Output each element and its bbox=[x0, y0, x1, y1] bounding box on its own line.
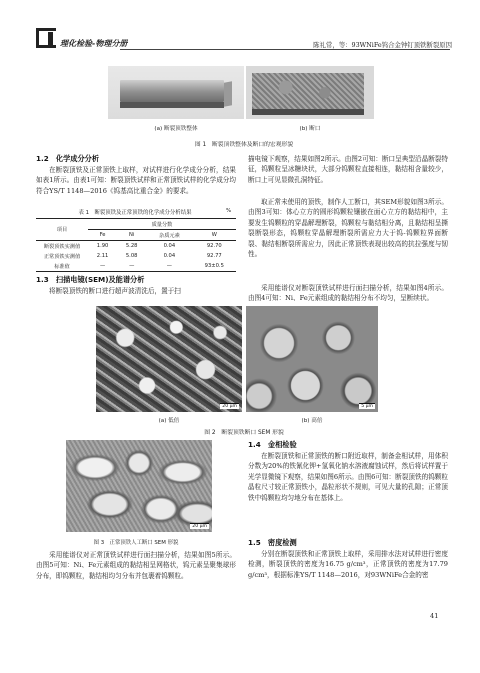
figure2-sem-high bbox=[246, 306, 378, 412]
right-top-p2: 取正常未使用的顶铁，制作人工断口，其SEM形貌如图3所示。由图3可知：体心立方的圆形钨颗粒镶嵌在面心立方的黏结相中，主要发生钨颗粒的穿晶解理断裂，钨颗粒与黏结相分离，且黏结相呈撕裂断裂形态，钨颗粒穿晶解理断裂所需应力大于钨-钨颗粒界面断裂、黏结相断裂所需应力，因此正常顶铁表现出较高的抗拉强度与韧性。 bbox=[248, 198, 448, 259]
section-1-2-heading: 1.2 化学成分分析 bbox=[36, 154, 100, 163]
table-cell: 1.90 bbox=[96, 243, 109, 249]
table1-row-label: 正常顶铁实测值 bbox=[43, 253, 81, 260]
table1-col-w: W bbox=[193, 230, 236, 241]
fracture-side bbox=[252, 109, 364, 115]
table1-unit: % bbox=[226, 208, 232, 214]
page-number: 41 bbox=[430, 612, 439, 620]
table-row bbox=[36, 241, 236, 252]
figure1-caption: 图 1 断裂顶铁整体及断口的宏观形貌 bbox=[194, 142, 294, 148]
section-1-2-body: 在断裂顶铁及正常顶铁上取样，对试样进行化学成分分析，结果如表1所示。由表1可知：断裂顶铁试样和正常顶铁试样的化学成分均符合YS/T 1148—2016《钨基高比重合金》的要求。 bbox=[36, 166, 236, 195]
header-rule bbox=[120, 49, 450, 50]
table-cell: — bbox=[146, 261, 192, 272]
section-1-5-heading: 1.5 密度检测 bbox=[248, 538, 297, 547]
table1 bbox=[36, 218, 236, 272]
table1-header-row-1 bbox=[36, 219, 236, 230]
table1-col-ni: Ni bbox=[117, 230, 146, 241]
table-cell: 93±0.5 bbox=[193, 261, 236, 272]
table-cell: 92.77 bbox=[206, 253, 222, 259]
figure3-caption: 图 3 正常顶铁人工断口 SEM 形貌 bbox=[93, 540, 179, 546]
left-bottom-body: 采用能谱仪对正常顶铁试样进行面扫描分析，结果如图5所示。由图5可知：Ni、Fe元素组成的黏结相呈网格状，钨元素呈聚集球形分布，即钨颗粒，黏结相均匀分布并包裹着钨颗粒。 bbox=[36, 551, 236, 580]
figure1-sub-a: (a) 断裂顶铁整体 bbox=[154, 126, 198, 132]
table1-col-impurity: 杂质元素 bbox=[146, 230, 192, 241]
table1-col-fe: Fe bbox=[88, 230, 117, 241]
section-1-3-body: 将断裂顶铁的断口进行超声波清洗后，置于扫 bbox=[49, 287, 181, 295]
top-iron-end bbox=[224, 81, 232, 106]
figure2-sem-low bbox=[96, 306, 242, 412]
figure2-caption: 图 2 断裂顶铁断口 SEM 形貌 bbox=[204, 430, 284, 436]
logo-mark-stem bbox=[48, 32, 53, 48]
right-top-p3: 采用能谱仪对断裂顶铁试样进行面扫描分析，结果如图4所示。由图4可知：Ni、Fe元素组成的黏结相分布不均匀，呈断续状。 bbox=[248, 284, 448, 303]
journal-logo-text: 理化检验-物理分册 bbox=[60, 39, 128, 48]
table1-group-header: 质量分数 bbox=[88, 219, 236, 230]
fracture-surface bbox=[252, 73, 364, 109]
table-row bbox=[36, 261, 236, 272]
table1-title: 表 1 断裂顶铁及正常顶铁的化学成分分析结果 bbox=[78, 210, 192, 216]
table-cell: 0.04 bbox=[163, 253, 176, 259]
table1-row-label: 断裂顶铁实测值 bbox=[43, 243, 81, 250]
figure1-sub-b: (b) 断口 bbox=[299, 126, 321, 132]
section-1-5-body: 分别在断裂顶铁和正常顶铁上取样，采用排水法对试样进行密度检测，断裂顶铁的密度为16.75 g/cm³，正常顶铁的密度为17.79 g/cm³，根据标准YS/T 1148—2016，对93WNiFe合金的密 bbox=[248, 550, 448, 579]
table-cell: — bbox=[117, 261, 146, 272]
figure3-scale-bar: 20 μm bbox=[192, 524, 207, 529]
figure3-sem bbox=[66, 440, 212, 532]
top-iron-block-edge bbox=[120, 102, 224, 108]
journal-logo bbox=[36, 28, 146, 50]
figure2a-scale-bar: 20 μm bbox=[222, 404, 237, 409]
figure2-sub-b: (b) 高倍 bbox=[301, 418, 323, 424]
section-1-3-heading: 1.3 扫描电镜(SEM)及能谱分析 bbox=[36, 275, 145, 284]
table-cell: — bbox=[88, 261, 117, 272]
figure1-photo-a bbox=[108, 66, 244, 119]
section-1-4-heading: 1.4 金相检验 bbox=[248, 440, 297, 449]
table-cell: 92.70 bbox=[206, 243, 222, 249]
table-cell: 0.04 bbox=[163, 243, 176, 249]
figure1-photo-b bbox=[246, 66, 374, 119]
figure2b-scale-bar: 5 μm bbox=[361, 404, 373, 409]
table-cell: 2.11 bbox=[96, 253, 109, 259]
logo-mark bbox=[36, 28, 56, 48]
section-1-4-body: 在断裂顶铁和正常顶铁的断口附近取样，制备金相试样，用体积分数为20%的铁氰化钾+氢氧化钠水溶液腐蚀试样，然后将试样置于光学显微镜下观察，结果如图6所示。由图6可知：断裂顶铁的钨颗粒晶粒尺寸较正常顶铁小，晶粒形状不规则，可见大量的孔隙；正常顶铁中钨颗粒均匀地分布在基体上。 bbox=[248, 452, 448, 502]
table1-row-label: 标准值 bbox=[36, 261, 88, 272]
table-cell: 5.08 bbox=[125, 253, 138, 259]
figure2-sub-a: (a) 低倍 bbox=[158, 418, 180, 424]
right-top-p1: 描电镜下观察，结果如图2所示。由图2可知：断口呈典型沿晶断裂特征，钨颗粒呈冰糖块状，大部分钨颗粒直接相连，黏结相含量较少，断口上可见显微孔洞特征。 bbox=[248, 155, 448, 184]
top-iron-block bbox=[120, 80, 224, 102]
table-row bbox=[36, 251, 236, 261]
table-cell: 5.28 bbox=[125, 243, 138, 249]
table1-row-header: 项目 bbox=[36, 219, 88, 241]
running-title: 陈礼常，等：93WNiFe钨合金钟钉顶铁断裂原因 bbox=[313, 41, 452, 49]
